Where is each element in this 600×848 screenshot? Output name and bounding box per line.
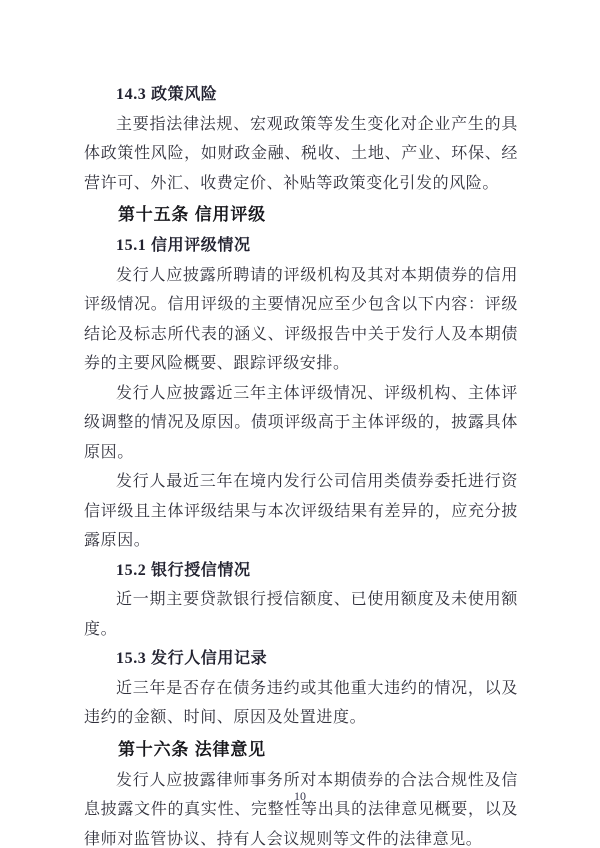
page-number: 10 bbox=[294, 789, 306, 803]
paragraph-rating-difference: 发行人最近三年在境内发行公司信用类债券委托进行资信评级且主体评级结果与本次评级结果有差异的，应充分披露原因。 bbox=[84, 473, 518, 549]
paragraph-policy-risk: 主要指法律法规、宏观政策等发生变化对企业产生的具体政策性风险，如财政金融、税收、土地、产业、环保、经营许可、外汇、收费定价、补贴等政策变化引发的风险。 bbox=[84, 115, 518, 192]
subsection-heading-15-3: 15.3 发行人信用记录 bbox=[116, 650, 268, 667]
paragraph-credit-record: 近三年是否存在债务违约或其他重大违约的情况，以及违约的金额、时间、原因及处置进度。 bbox=[84, 679, 518, 726]
subsection-heading-15-1: 15.1 信用评级情况 bbox=[116, 237, 251, 254]
paragraph-bank-credit: 近一期主要贷款银行授信额度、已使用额度及未使用额度。 bbox=[84, 591, 518, 638]
article-heading-15: 第十五条 信用评级 bbox=[118, 205, 266, 224]
paragraph-rating-disclosure: 发行人应披露所聘请的评级机构及其对本期债券的信用评级情况。信用评级的主要情况应至少包含以下内容：评级结论及标志所代表的涵义、评级报告中关于发行人及本期债券的主要风险概要、跟踪评级安排。 bbox=[84, 266, 518, 372]
subsection-heading-14-3: 14.3 政策风险 bbox=[116, 86, 218, 103]
subsection-heading-15-2: 15.2 银行授信情况 bbox=[116, 561, 251, 579]
article-heading-16: 第十六条 法律意见 bbox=[118, 739, 266, 759]
paragraph-legal-opinion: 发行人应披露律师事务所对本期债券的合法合规性及信息披露文件的真实性、完整性等出具的法律意见概要，以及律师对监管协议、持有人会议规则等文件的法律意见。 bbox=[84, 771, 518, 848]
document-content bbox=[84, 80, 518, 848]
paragraph-rating-history: 发行人应披露近三年主体评级情况、评级机构、主体评级调整的情况及原因。债项评级高于主体评级的，披露具体原因。 bbox=[84, 384, 518, 461]
